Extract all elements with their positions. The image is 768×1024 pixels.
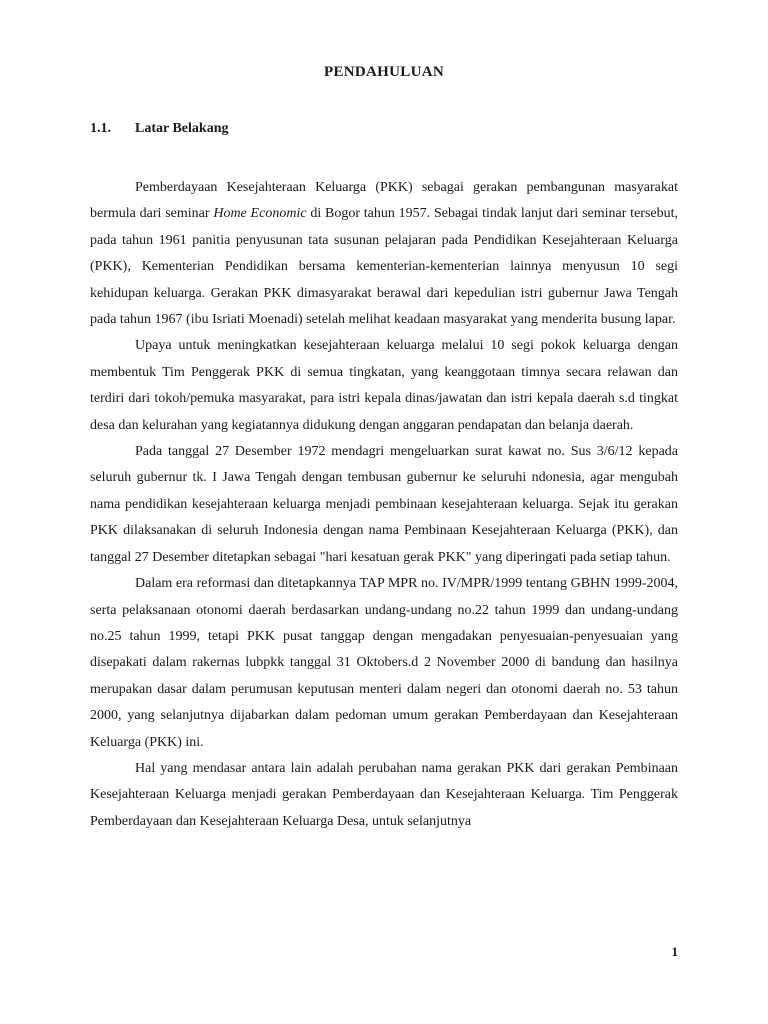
section-heading	[90, 121, 228, 137]
paragraph-text: di Bogor tahun 1957. Sebagai tindak lanjut dari seminar tersebut, pada tahun 1961 panitia penyusunan tata susunan pelajaran pada Pendidikan Kesejahteraan Keluarga (PKK), Kementerian Pendidikan bersama kementerian-kementerian lainnya menyusun 10 segi kehidupan keluarga. Gerakan PKK dimasyarakat berawal dari kepedulian istri gubernur Jawa Tengah pada tahun 1967 (ibu Isriati Moenadi) setelah melihat keadaan masyarakat yang menderita busung lapar.	[90, 206, 678, 328]
paragraph-text: Pemberdayaan Kesejahteraan Keluarga (PKK) sebagai gerakan pembangunan masyarakat bermula dari seminar	[90, 180, 678, 222]
section-number: 1.1.	[90, 121, 111, 136]
section-title: Latar Belakang	[135, 121, 229, 136]
paragraph: Upaya untuk meningkatkan kesejahteraan keluarga melalui 10 segi pokok keluarga dengan membentuk Tim Penggerak PKK di semua tingkatan, yang keanggotaan timnya secara relawan dan terdiri dari tokoh/pemuka masyarakat, para istri kepala dinas/jawatan dan istri kepala daerah s.d tingkat desa dan kelurahan yang kegiatannya didukung dengan anggaran pendapatan dan belanja daerah.	[90, 338, 678, 433]
paragraph: Pada tanggal 27 Desember 1972 mendagri mengeluarkan surat kawat no. Sus 3/6/12 kepada seluruh gubernur tk. I Jawa Tengah dengan tembusan gubernur ke seluruhi ndonesia, agar mengubah nama pendidikan kesejahteraan keluarga menjadi pembinaan kesejahteraan keluarga. Sejak itu gerakan PKK dilaksanakan di seluruh Indonesia dengan nama Pembinaan Kesejahteraan Keluarga (PKK), dan tanggal 27 Desember ditetapkan sebagai "hari kesatuan gerak PKK" yang diperingati pada setiap tahun.	[90, 444, 678, 565]
paragraph	[90, 175, 678, 333]
paragraph: Dalam era reformasi dan ditetapkannya TAP MPR no. IV/MPR/1999 tentang GBHN 1999-2004, serta pelaksanaan otonomi daerah berdasarkan undang-undang no.22 tahun 1999 dan undang-undang no.25 tahun 1999, tetapi PKK pusat tanggap dengan mengadakan penyesuaian-penyesuaian yang disepakati dalam rakernas lubpkk tanggal 31 Oktobers.d 2 November 2000 di bandung dan hasilnya merupakan dasar dalam perumusan keputusan menteri dalam negeri dan otonomi daerah no. 53 tahun 2000, yang selanjutnya dijabarkan dalam pedoman umum gerakan Pemberdayaan dan Kesejahteraan Keluarga (PKK) ini.	[90, 576, 678, 750]
paragraph: Hal yang mendasar antara lain adalah perubahan nama gerakan PKK dari gerakan Pembinaan Kesejahteraan Keluarga menjadi gerakan Pemberdayaan dan Kesejahteraan Keluarga. Tim Penggerak Pemberdayaan dan Kesejahteraan Keluarga Desa, untuk selanjutnya	[90, 760, 678, 829]
page-number: 1	[671, 944, 678, 959]
emphasis-text: Home Economic	[213, 206, 307, 222]
body-text	[90, 175, 678, 835]
page-title: PENDAHULUAN	[324, 64, 444, 80]
